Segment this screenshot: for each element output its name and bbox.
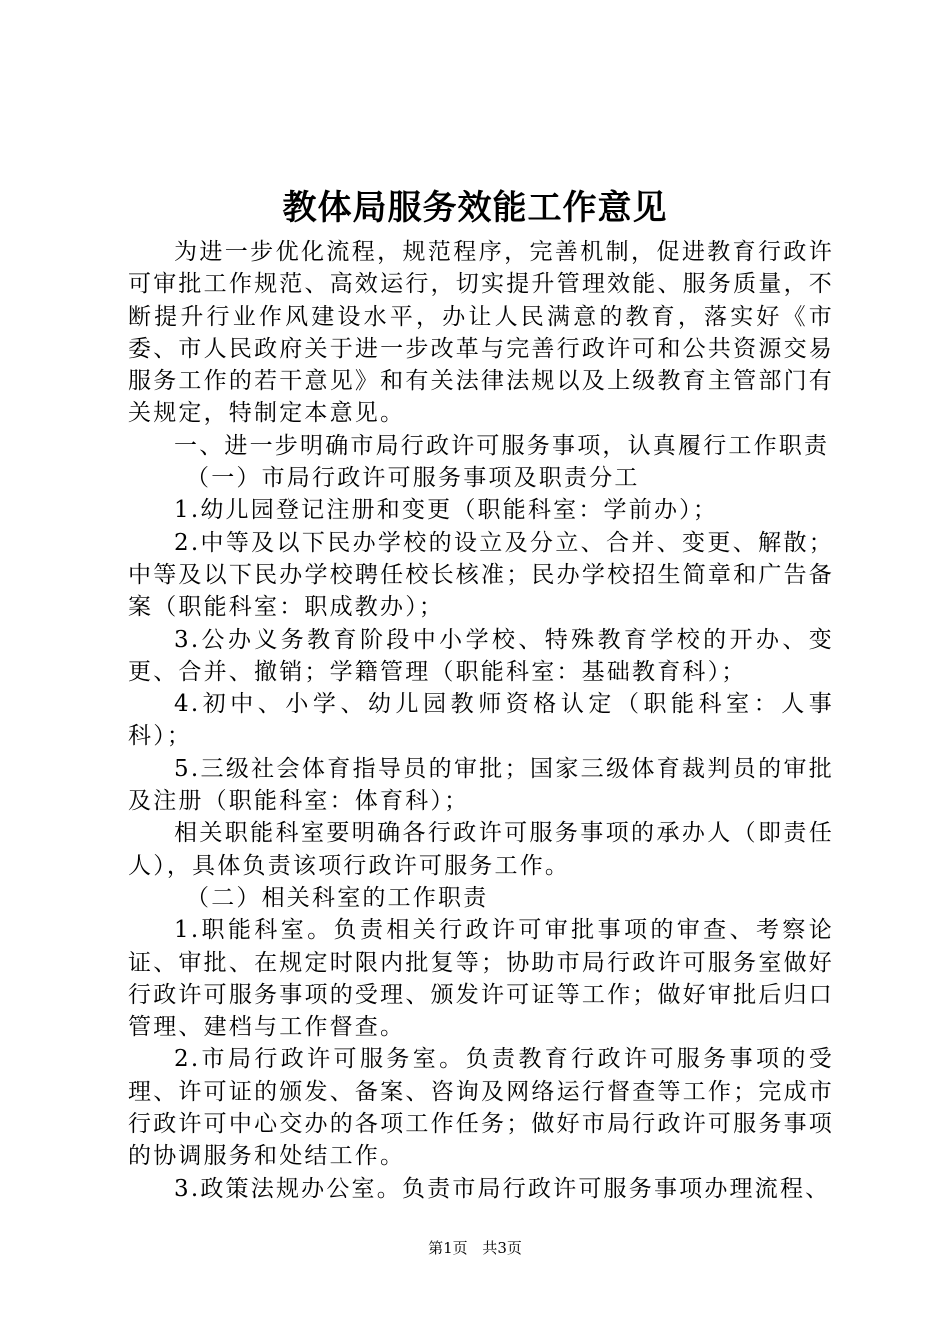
list-item: 3.政策法规办公室。负责市局行政许可服务事项办理流程、 bbox=[174, 1175, 831, 1202]
list-item: 5.三级社会体育指导员的审批；国家三级体育裁判员的审批及注册（职能科室：体育科）； bbox=[128, 755, 834, 815]
section-heading-1: 一、进一步明确市局行政许可服务事项，认真履行工作职责 bbox=[174, 432, 830, 459]
subsection-heading-1: （一）市局行政许可服务事项及职责分工 bbox=[186, 465, 640, 492]
page-total: 共3页 bbox=[482, 1239, 522, 1257]
page-footer bbox=[0, 1238, 950, 1258]
page-number: 第1页 bbox=[428, 1239, 468, 1257]
document-body bbox=[128, 236, 834, 1205]
list-item: 3.公办义务教育阶段中小学校、特殊教育学校的开办、变更、合并、撤销；学籍管理（职能科室：基础教育科）； bbox=[128, 626, 834, 685]
list-item: 1.职能科室。负责相关行政许可审批事项的审查、考察论证、审批、在规定时限内批复等；协助市局行政许可服务室做好行政许可服务事项的受理、颁发许可证等工作；做好审批后归口管理、建档与工作督查。 bbox=[128, 917, 834, 1041]
paragraph-intro: 为进一步优化流程，规范程序，完善机制，促进教育行政许可审批工作规范、高效运行，切实提升管理效能、服务质量，不断提升行业作风建设水平，办让人民满意的教育，落实好《市委、市人民政府关于进一步改革与完善行政许可和公共资源交易服务工作的若干意见》和有关法律法规以及上级教育主管部门有关规定，特制定本意见。 bbox=[128, 239, 834, 427]
subsection-heading-2: （二）相关科室的工作职责 bbox=[186, 884, 489, 911]
list-item: 1.幼儿园登记注册和变更（职能科室：学前办）； bbox=[174, 497, 719, 524]
list-item: 4.初中、小学、幼儿园教师资格认定（职能科室：人事科）； bbox=[128, 691, 834, 750]
list-item: 2.中等及以下民办学校的设立及分立、合并、变更、解散；中等及以下民办学校聘任校长核准；民办学校招生简章和广告备案（职能科室：职成教办）； bbox=[128, 529, 834, 621]
paragraph: 相关职能科室要明确各行政许可服务事项的承办人（即责任人），具体负责该项行政许可服务工作。 bbox=[128, 820, 834, 879]
list-item: 2.市局行政许可服务室。负责教育行政许可服务事项的受理、许可证的颁发、备案、咨询及网络运行督查等工作；完成市行政许可中心交办的各项工作任务；做好市局行政许可服务事项的协调服务和处结工作。 bbox=[128, 1046, 834, 1170]
document-title: 教体局服务效能工作意见 bbox=[282, 188, 668, 228]
